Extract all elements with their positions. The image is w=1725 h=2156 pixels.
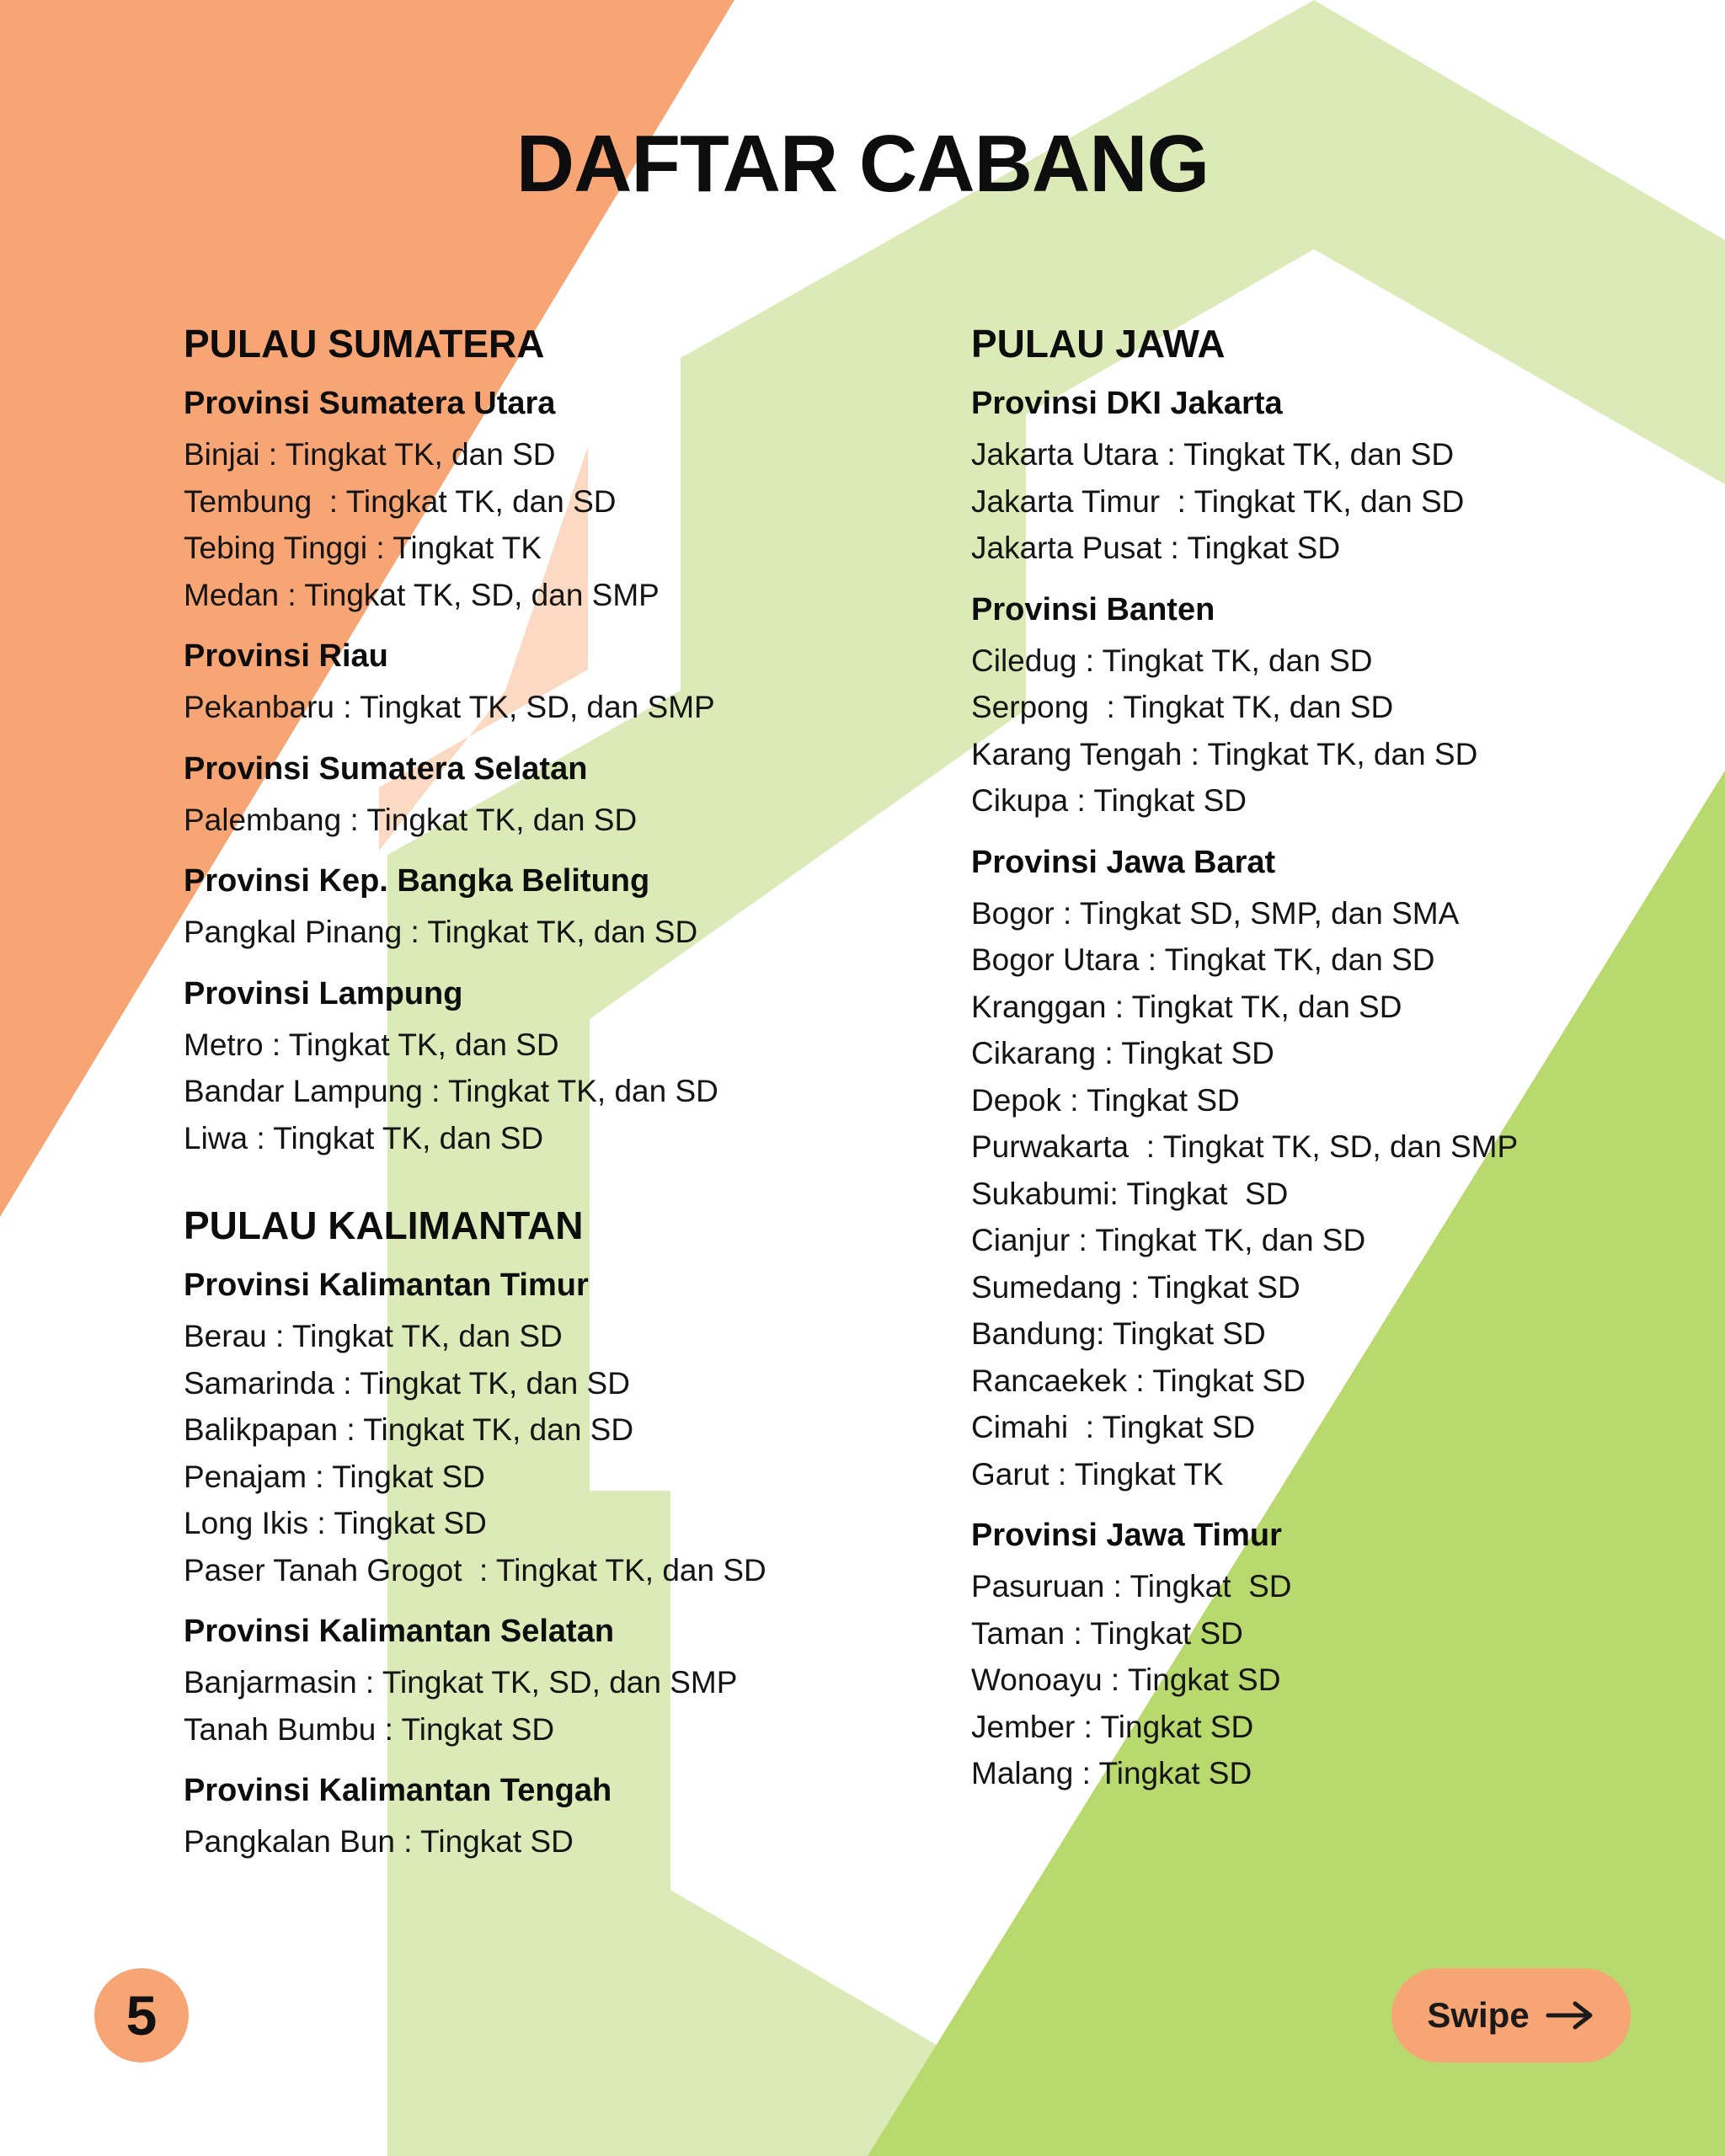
branch-item: Bogor Utara : Tingkat TK, dan SD <box>971 942 1435 977</box>
island-heading: PULAU KALIMANTAN <box>184 1203 584 1247</box>
branch-item: Cimahi : Tingkat SD <box>971 1410 1256 1444</box>
province-heading: Provinsi Jawa Timur <box>971 1518 1282 1553</box>
branch-item: Penajam : Tingkat SD <box>184 1459 485 1494</box>
branch-item: Jember : Tingkat SD <box>971 1709 1254 1744</box>
province-heading: Provinsi Kalimantan Selatan <box>184 1614 615 1649</box>
province-block <box>184 860 857 956</box>
province-block <box>184 382 857 618</box>
province-heading: Provinsi Kalimantan Timur <box>184 1267 589 1303</box>
branch-item: Pekanbaru : Tingkat TK, SD, dan SMP <box>184 690 715 724</box>
province-heading: Provinsi Jawa Barat <box>971 844 1276 880</box>
branch-item: Bandar Lampung : Tingkat TK, dan SD <box>184 1074 718 1108</box>
swipe-button[interactable] <box>1391 1968 1631 2063</box>
province-block <box>971 841 1696 1498</box>
province-heading: Provinsi Kep. Bangka Belitung <box>184 863 650 899</box>
branch-item: Pasuruan : Tingkat SD <box>971 1569 1292 1604</box>
province-block <box>971 1514 1696 1797</box>
province-heading: Provinsi Sumatera Selatan <box>184 750 588 787</box>
province-heading: Provinsi DKI Jakarta <box>971 386 1283 421</box>
branch-item: Kranggan : Tingkat TK, dan SD <box>971 989 1402 1024</box>
branch-item: Jakarta Pusat : Tingkat SD <box>971 531 1341 565</box>
island-heading: PULAU JAWA <box>971 322 1226 366</box>
branch-item: Garut : Tingkat TK <box>971 1456 1224 1492</box>
branch-item: Paser Tanah Grogot : Tingkat TK, dan SD <box>184 1552 766 1588</box>
province-heading: Provinsi Lampung <box>184 975 463 1011</box>
province-block <box>971 589 1696 825</box>
branch-item: Ciledug : Tingkat TK, dan SD <box>971 643 1373 678</box>
branch-item: Depok : Tingkat SD <box>971 1082 1240 1118</box>
branch-item: Cikupa : Tingkat SD <box>971 783 1247 818</box>
province-block <box>184 1264 857 1593</box>
branch-item: Tanah Bumbu : Tingkat SD <box>184 1711 555 1747</box>
island-heading: PULAU SUMATERA <box>184 322 545 366</box>
branch-item: Purwakarta : Tingkat TK, SD, dan SMP <box>971 1129 1519 1164</box>
branch-item: Karang Tengah : Tingkat TK, dan SD <box>971 736 1478 771</box>
swipe-label: Swipe <box>1427 1995 1530 2035</box>
province-block <box>971 382 1696 572</box>
branch-item: Jakarta Timur : Tingkat TK, dan SD <box>971 483 1465 519</box>
province-heading: Provinsi Kalimantan Tengah <box>184 1773 612 1808</box>
branch-item: Bogor : Tingkat SD, SMP, dan SMA <box>971 895 1460 931</box>
branch-item: Tebing Tinggi : Tingkat TK <box>184 531 542 565</box>
right-column <box>971 318 1696 1814</box>
branch-item: Malang : Tingkat SD <box>971 1756 1252 1790</box>
province-block <box>184 1610 857 1753</box>
page-number-badge: 5 <box>94 1968 189 2063</box>
left-column <box>184 318 857 1882</box>
branch-item: Palembang : Tingkat TK, dan SD <box>184 802 638 837</box>
province-block <box>184 1769 857 1865</box>
branch-item: Liwa : Tingkat TK, dan SD <box>184 1120 544 1155</box>
branch-item: Cikarang : Tingkat SD <box>971 1036 1274 1070</box>
arrow-right-icon <box>1545 1999 1595 2032</box>
branch-item: Metro : Tingkat TK, dan SD <box>184 1027 559 1062</box>
branch-item: Sukabumi: Tingkat SD <box>971 1176 1289 1211</box>
branch-item: Jakarta Utara : Tingkat TK, dan SD <box>971 437 1455 472</box>
branch-item: Wonoayu : Tingkat SD <box>971 1662 1281 1697</box>
province-heading: Provinsi Banten <box>971 591 1215 627</box>
branch-item: Medan : Tingkat TK, SD, dan SMP <box>184 577 660 612</box>
province-block <box>184 635 857 731</box>
branch-item: Balikpapan : Tingkat TK, dan SD <box>184 1412 634 1447</box>
branch-item: Cianjur : Tingkat TK, dan SD <box>971 1223 1366 1257</box>
page-title: DAFTAR CABANG <box>515 119 1210 209</box>
branch-item: Berau : Tingkat TK, dan SD <box>184 1319 563 1353</box>
branch-item: Serpong : Tingkat TK, dan SD <box>971 690 1394 724</box>
branch-item: Bandung: Tingkat SD <box>971 1316 1266 1351</box>
branch-item: Binjai : Tingkat TK, dan SD <box>184 437 556 472</box>
branch-item: Samarinda : Tingkat TK, dan SD <box>184 1365 630 1401</box>
branch-item: Pangkal Pinang : Tingkat TK, dan SD <box>184 915 698 949</box>
branch-item: Pangkalan Bun : Tingkat SD <box>184 1824 574 1859</box>
branch-item: Taman : Tingkat SD <box>971 1615 1243 1651</box>
province-block <box>184 748 857 844</box>
branch-item: Rancaekek : Tingkat SD <box>971 1363 1306 1398</box>
province-heading: Provinsi Sumatera Utara <box>184 386 556 421</box>
branch-item: Banjarmasin : Tingkat TK, SD, dan SMP <box>184 1665 738 1700</box>
province-block <box>184 973 857 1162</box>
province-heading: Provinsi Riau <box>184 638 388 674</box>
branch-item: Long Ikis : Tingkat SD <box>184 1506 487 1540</box>
branch-item: Sumedang : Tingkat SD <box>971 1269 1300 1305</box>
branch-item: Tembung : Tingkat TK, dan SD <box>184 483 617 519</box>
